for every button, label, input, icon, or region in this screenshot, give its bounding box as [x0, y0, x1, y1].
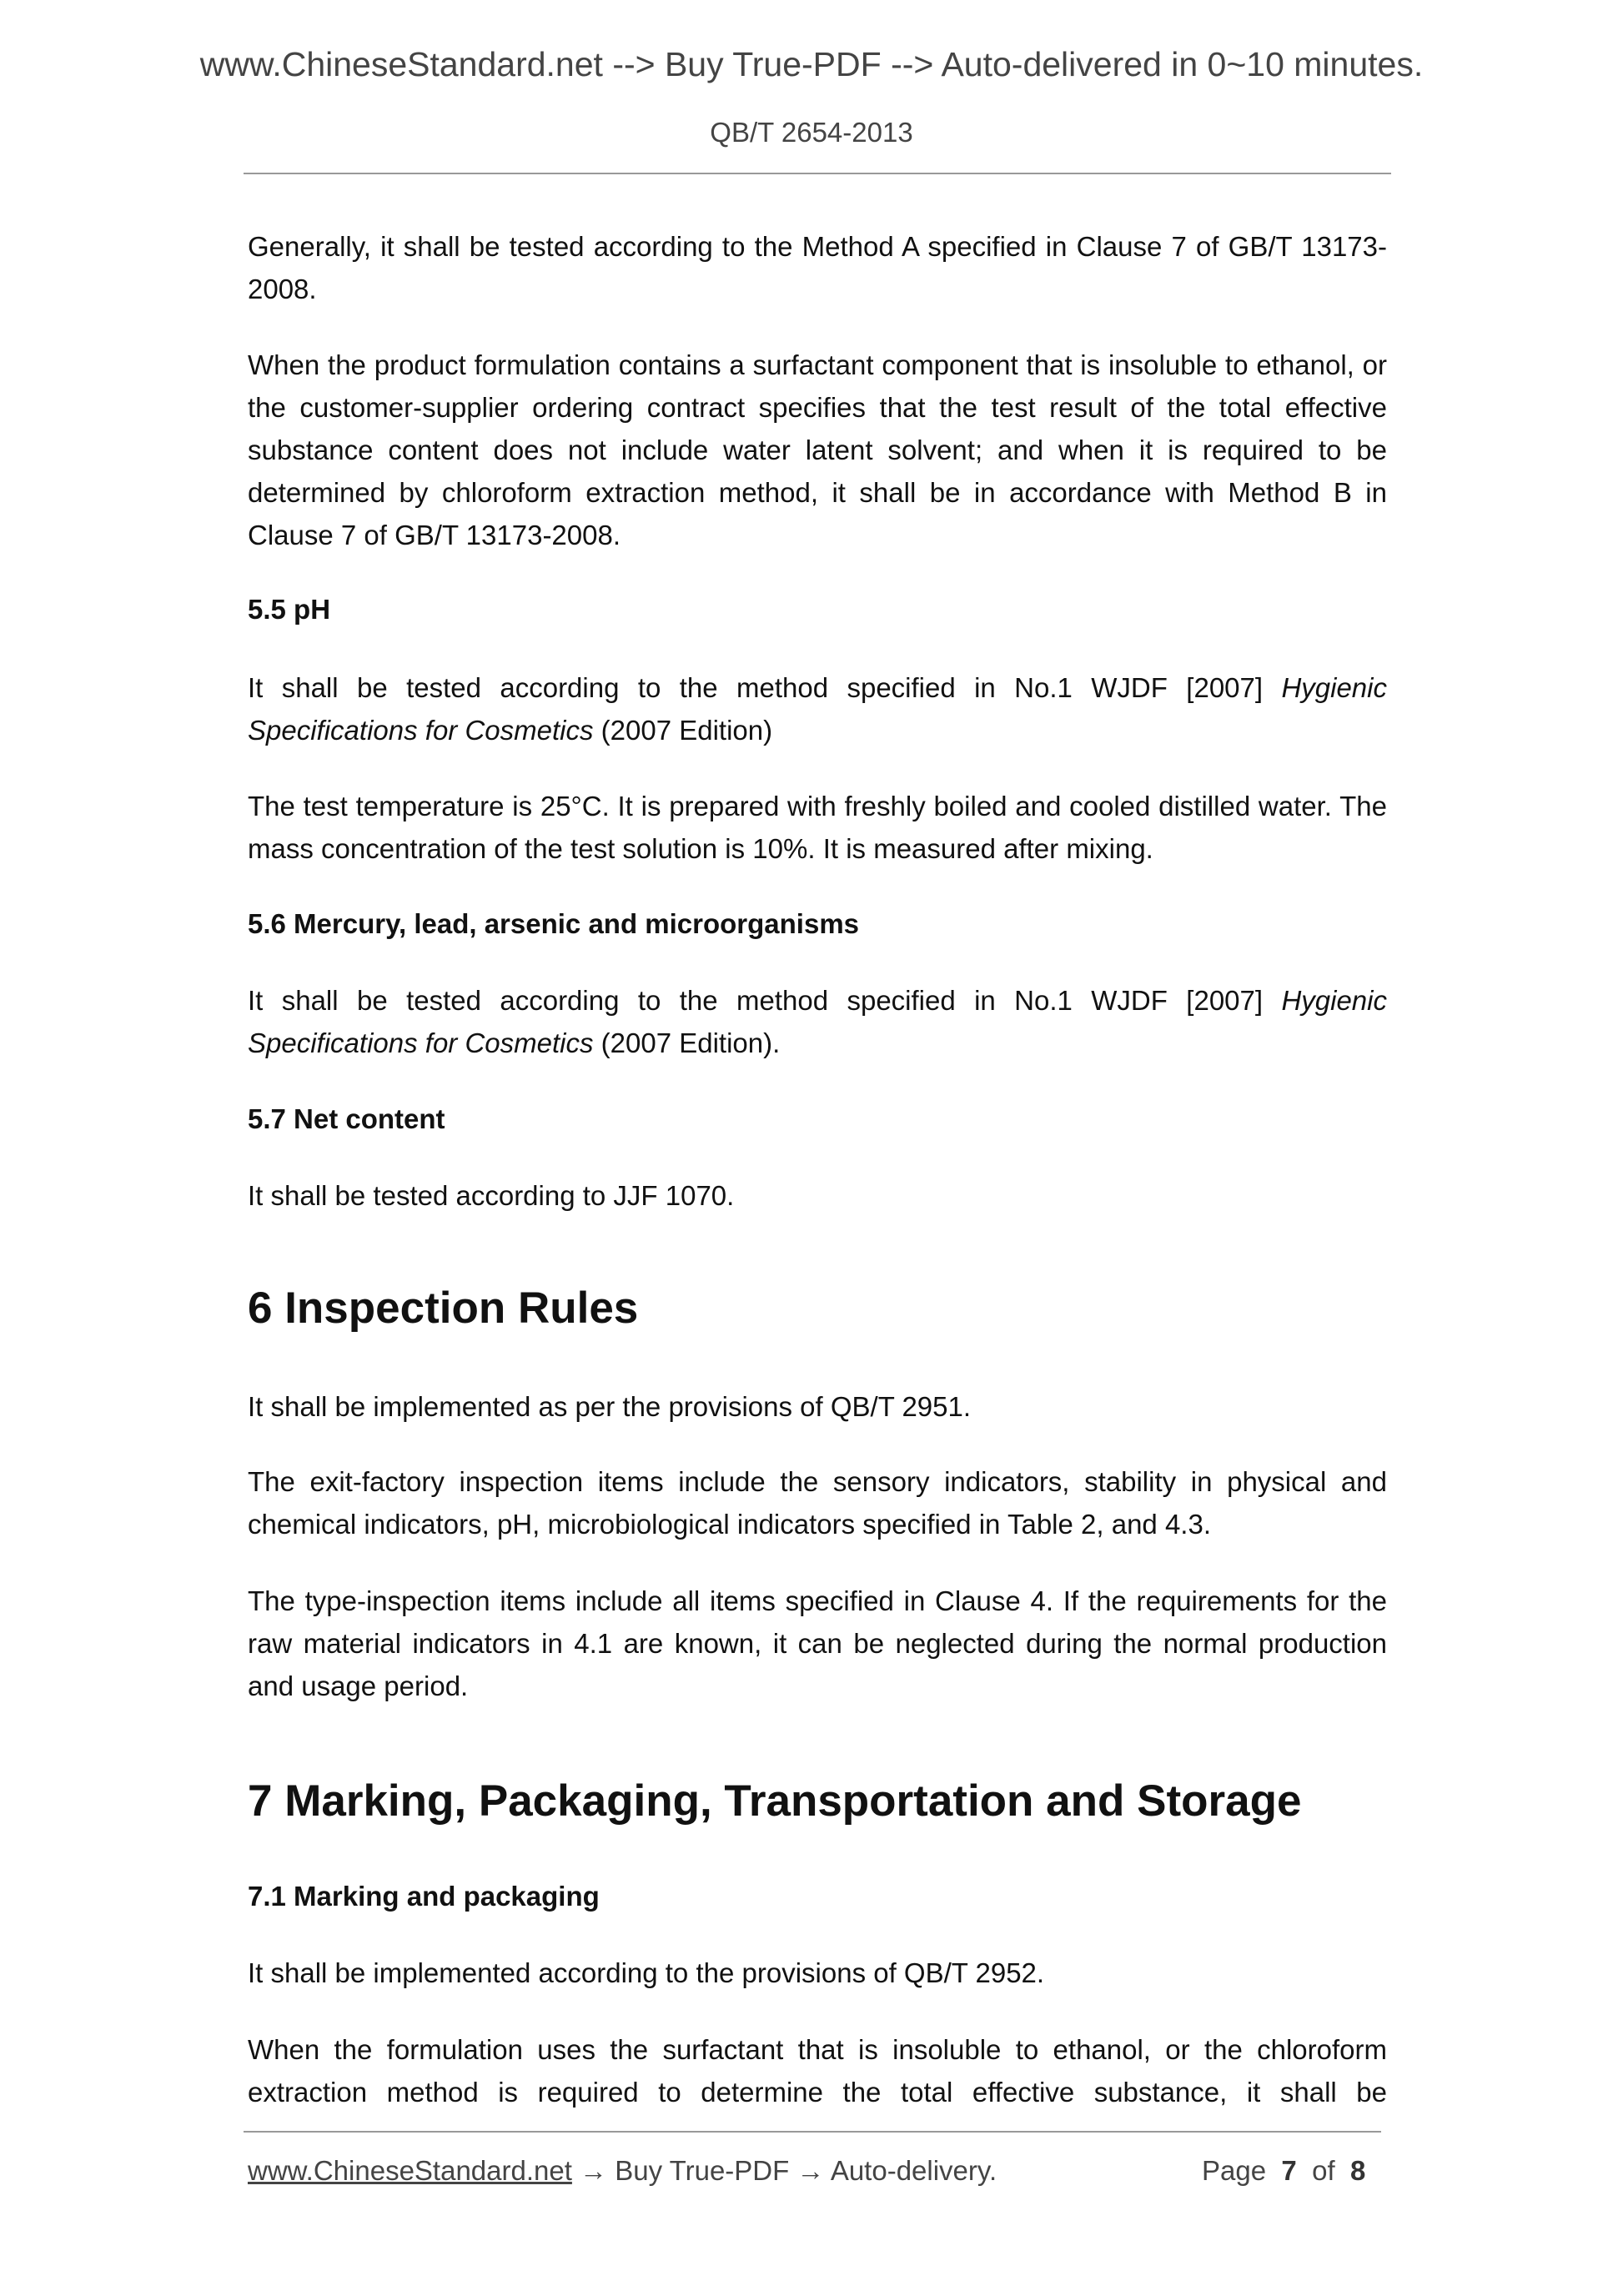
paragraph: It shall be tested according to JJF 1070.	[248, 1180, 735, 1211]
citation-title: Hygienic Specifications for Cosmetics	[248, 672, 1387, 746]
text: (2007 Edition)	[593, 715, 773, 746]
current-page: 7	[1281, 2155, 1297, 2186]
of-label: of	[1312, 2155, 1335, 2186]
footer-left	[248, 2155, 997, 2187]
footer-text: → Buy True-PDF → Auto-delivery.	[571, 2155, 997, 2186]
section-heading-7-1: 7.1 Marking and packaging	[248, 1881, 600, 1912]
total-pages: 8	[1350, 2155, 1366, 2186]
paragraph	[248, 666, 1387, 751]
paragraph: When the product formulation contains a surfactant component that is insoluble to ethanol, or the customer-supplier ordering contract specifies that the test result of the total effective substance content does not include water latent solvent; and when it is required to be determined by chloroform extraction method, it shall be in accordance with Method B in Clause 7 of GB/T 13173-2008.	[248, 349, 1387, 550]
chapter-heading-7: 7 Marking, Packaging, Transportation and Storage	[248, 1776, 1302, 1826]
section-heading-5-6: 5.6 Mercury, lead, arsenic and microorganisms	[248, 908, 860, 939]
footer-link[interactable]: www.ChineseStandard.net	[248, 2155, 572, 2186]
page-label: Page	[1202, 2155, 1267, 2186]
paragraph: The exit-factory inspection items include the sensory indicators, stability in physical and chemical indicators, pH, microbiological indicators specified in Table 2, and 4.3.	[248, 1466, 1387, 1540]
paragraph: Generally, it shall be tested according to the Method A specified in Clause 7 of GB/T 13173-2008.	[248, 231, 1387, 304]
section-heading-5-5: 5.5 pH	[248, 594, 331, 625]
header-banner: www.ChineseStandard.net --> Buy True-PDF --> Auto-delivered in 0~10 minutes.	[199, 45, 1424, 83]
citation-title: Hygienic Specifications for Cosmetics	[248, 985, 1387, 1058]
paragraph: The test temperature is 25°C. It is prepared with freshly boiled and cooled distilled water. The mass concentration of the test solution is 10%. It is measured after mixing.	[248, 791, 1387, 864]
header-divider	[244, 173, 1391, 174]
text: It shall be tested according to the method specified in No.1 WJDF [2007]	[248, 985, 1282, 1016]
text: It shall be tested according to the method specified in No.1 WJDF [2007]	[248, 672, 1282, 703]
section-heading-5-7: 5.7 Net content	[248, 1103, 445, 1134]
chapter-heading-6: 6 Inspection Rules	[248, 1284, 639, 1333]
paragraph	[248, 979, 1387, 1064]
page-number	[1202, 2155, 1365, 2187]
paragraph: The type-inspection items include all items specified in Clause 4. If the requirements for the raw material indicators in 4.1 are known, it can be neglected during the normal production and usage period.	[248, 1585, 1387, 1701]
footer-divider	[244, 2131, 1381, 2133]
paragraph: When the formulation uses the surfactant that is insoluble to ethanol, or the chloroform extraction method is required to determine the total effective substance, it shall be	[248, 2034, 1387, 2108]
paragraph: It shall be implemented as per the provisions of QB/T 2951.	[248, 1391, 972, 1422]
document-id: QB/T 2654-2013	[710, 117, 913, 148]
paragraph: It shall be implemented according to the provisions of QB/T 2952.	[248, 1957, 1045, 1988]
text: (2007 Edition).	[593, 1027, 781, 1058]
